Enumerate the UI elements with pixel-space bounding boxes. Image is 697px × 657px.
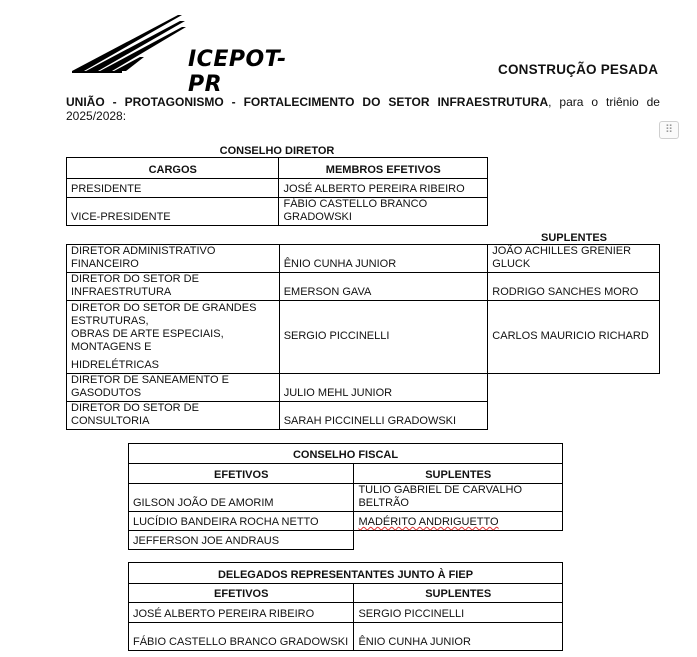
conselho-diretor-top-table	[66, 157, 488, 226]
cargo-cell: VICE-PRESIDENTE	[67, 198, 279, 226]
conselho-diretor-title: CONSELHO DIRETOR	[219, 145, 335, 157]
table-row	[129, 484, 563, 512]
efetivo-cell: FÁBIO CASTELLO BRANCO GRADOWSKI	[129, 623, 354, 651]
cargo-cell: PRESIDENTE	[67, 179, 279, 198]
conselho-diretor-directors-table	[66, 244, 660, 430]
cargo-cell: DIRETOR DO SETOR DE INFRAESTRUTURA	[67, 273, 280, 301]
suplente-cell: TULIO GABRIEL DE CARVALHO BELTRÃO	[354, 484, 563, 512]
table-row	[129, 623, 563, 651]
suplentes-heading: SUPLENTES	[540, 232, 607, 244]
cargo-line: HIDRELÉTRICAS	[71, 359, 160, 371]
efetivo-cell: GILSON JOÃO DE AMORIM	[129, 484, 354, 512]
table-row	[67, 273, 660, 301]
cargo-line: DIRETOR DO SETOR DE GRANDES ESTRUTURAS,	[71, 302, 257, 327]
suplente-cell: CARLOS MAURICIO RICHARD	[488, 301, 660, 374]
suplente-cell: SERGIO PICCINELLI	[354, 603, 563, 623]
col-efetivos-header: EFETIVOS	[129, 464, 354, 484]
membro-cell: ÊNIO CUNHA JUNIOR	[279, 245, 488, 273]
efetivo-cell: JOSÉ ALBERTO PEREIRA RIBEIRO	[129, 603, 354, 623]
conselho-fiscal-table	[128, 443, 563, 550]
col-suplentes-header: SUPLENTES	[354, 584, 563, 603]
col-suplentes-header: SUPLENTES	[354, 464, 563, 484]
efetivo-cell: LUCÍDIO BANDEIRA ROCHA NETTO	[129, 512, 354, 531]
delegados-table	[128, 562, 563, 651]
table-row	[67, 301, 660, 374]
delegados-title: DELEGADOS REPRESENTANTES JUNTO À FIEP	[129, 563, 563, 584]
intro-rest: , para o triênio de 2025/2028:	[66, 95, 660, 123]
membro-cell: SERGIO PICCINELLI	[279, 301, 488, 374]
empty-cell	[488, 374, 660, 402]
col-membros-header: MEMBROS EFETIVOS	[279, 158, 488, 179]
membro-cell: JULIO MEHL JUNIOR	[279, 374, 488, 402]
conselho-fiscal-title: CONSELHO FISCAL	[129, 444, 563, 464]
page-subtitle: CONSTRUÇÃO PESADA	[498, 62, 659, 77]
table-row	[67, 198, 488, 226]
table-row	[67, 179, 488, 198]
sicepot-logo	[70, 13, 287, 97]
logo-text: ICEPOT-PR	[188, 47, 287, 97]
table-row	[67, 402, 660, 430]
cargo-cell	[67, 301, 280, 374]
intro-bold: UNIÃO - PROTAGONISMO - FORTALECIMENTO DO SETOR INFRAESTRUTURA	[66, 95, 549, 109]
suplente-cell: RODRIGO SANCHES MORO	[488, 273, 660, 301]
cargo-cell: DIRETOR DE SANEAMENTO E GASODUTOS	[67, 374, 280, 402]
drag-handle-icon[interactable]: ⠿	[659, 121, 679, 139]
suplente-cell	[354, 512, 563, 531]
table-row	[129, 531, 563, 550]
membro-cell: FÁBIO CASTELLO BRANCO GRADOWSKI	[279, 198, 488, 226]
empty-cell	[488, 402, 660, 430]
efetivo-cell: JEFFERSON JOE ANDRAUS	[129, 531, 354, 550]
membro-cell: EMERSON GAVA	[279, 273, 488, 301]
membro-cell: SARAH PICCINELLI GRADOWSKI	[279, 402, 488, 430]
col-cargos-header: CARGOS	[67, 158, 279, 179]
suplente-cell: ÊNIO CUNHA JUNIOR	[354, 623, 563, 651]
table-row	[67, 374, 660, 402]
suplente-text: MADÉRITO ANDRIGUETTO	[358, 516, 499, 528]
cargo-cell: DIRETOR ADMINISTRATIVO FINANCEIRO	[67, 245, 280, 273]
cargo-cell: DIRETOR DO SETOR DE CONSULTORIA	[67, 402, 280, 430]
intro-paragraph	[66, 95, 660, 123]
table-row	[129, 512, 563, 531]
suplente-cell: JOÃO ACHILLES GRENIER GLUCK	[488, 245, 660, 273]
cargo-line: OBRAS DE ARTE ESPECIAIS, MONTAGENS E	[71, 328, 224, 353]
col-efetivos-header: EFETIVOS	[129, 584, 354, 603]
table-row	[129, 603, 563, 623]
table-row	[67, 245, 660, 273]
empty-cell	[354, 531, 563, 550]
membro-cell: JOSÉ ALBERTO PEREIRA RIBEIRO	[279, 179, 488, 198]
